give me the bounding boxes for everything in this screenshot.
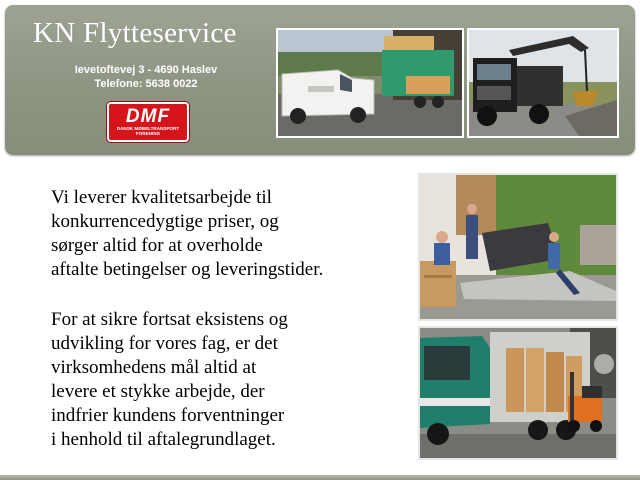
footer-bar bbox=[0, 475, 640, 480]
dmf-logo[interactable] bbox=[107, 102, 189, 142]
mission-line: indfrier kundens forventninger bbox=[51, 405, 285, 426]
green-truck-forklift-photo bbox=[418, 326, 618, 460]
mission-line: udvikling for vores fag, er det bbox=[51, 333, 278, 354]
crane-truck-photo bbox=[467, 28, 619, 138]
mission-line: levere et stykke arbejde, der bbox=[51, 381, 265, 402]
intro-line: sørger altid for at overholde bbox=[51, 235, 263, 256]
intro-line: konkurrencedygtige priser, og bbox=[51, 211, 279, 232]
dmf-logo-subtitle: DANSK MØBELTRANSPORT FORENING bbox=[116, 126, 180, 136]
company-phone: Telefone: 5638 0022 bbox=[94, 78, 198, 90]
company-name: KN Flytteservice bbox=[33, 17, 237, 49]
mission-line: virksomhedens mål altid at bbox=[51, 357, 257, 378]
intro-line: Vi leverer kvalitetsarbejde til bbox=[51, 187, 272, 208]
mission-paragraph bbox=[51, 308, 288, 452]
intro-line: aftalte betingelser og leveringstider. bbox=[51, 259, 324, 280]
intro-paragraph bbox=[51, 186, 323, 282]
movers-unloading-piano-photo bbox=[418, 173, 618, 321]
company-address: Ievetoftevej 3 - 4690 Haslev bbox=[74, 64, 218, 76]
white-van-with-trailer-photo bbox=[276, 28, 464, 138]
dmf-logo-text: DMF bbox=[125, 106, 171, 127]
mission-line: i henhold til aftalegrundlaget. bbox=[51, 429, 276, 450]
mission-line: For at sikre fortsat eksistens og bbox=[51, 309, 288, 330]
